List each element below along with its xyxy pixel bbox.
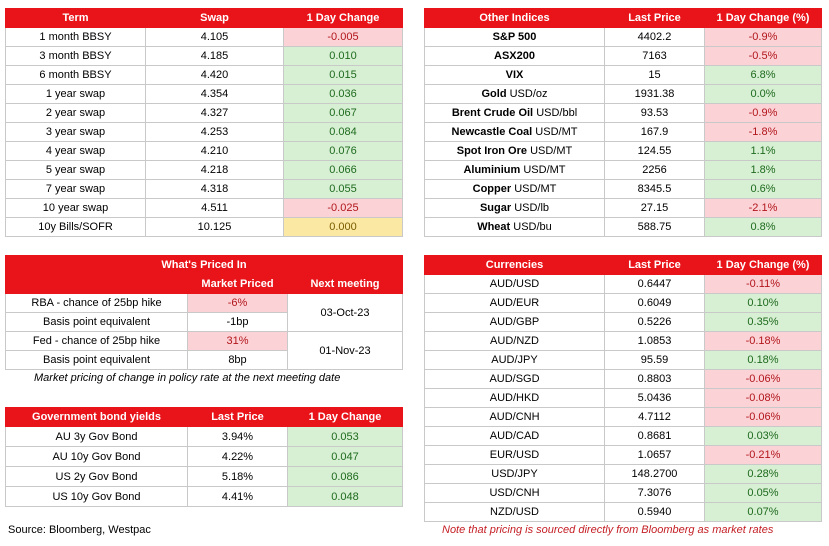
table-row bbox=[6, 467, 403, 487]
swap-cell: 4.105 bbox=[146, 28, 284, 47]
gov-bond-yields-body bbox=[6, 427, 403, 507]
index-name-cell bbox=[425, 66, 605, 85]
index-name: Aluminium bbox=[463, 164, 521, 176]
currency-change-cell: 0.35% bbox=[705, 313, 822, 332]
index-name-cell bbox=[425, 199, 605, 218]
index-name: Copper bbox=[472, 183, 512, 195]
table-row bbox=[6, 487, 403, 507]
change-cell: -0.005 bbox=[284, 28, 403, 47]
table-row bbox=[6, 218, 403, 237]
table-row bbox=[425, 142, 822, 161]
currency-price-cell: 0.5226 bbox=[605, 313, 705, 332]
change-cell: 0.055 bbox=[284, 180, 403, 199]
currencies-body bbox=[425, 275, 822, 522]
fed-bp-value: 8bp bbox=[188, 351, 288, 370]
index-unit: USD/lb bbox=[514, 202, 550, 214]
table-row bbox=[425, 446, 822, 465]
table-row bbox=[425, 503, 822, 522]
index-unit: USD/oz bbox=[509, 88, 548, 100]
fed-next-meeting: 01-Nov-23 bbox=[288, 332, 403, 370]
index-name-cell bbox=[425, 218, 605, 237]
index-name-cell bbox=[425, 142, 605, 161]
table-row bbox=[425, 313, 822, 332]
currency-change-cell: -0.18% bbox=[705, 332, 822, 351]
table-row bbox=[6, 332, 403, 351]
bond-change-cell: 0.053 bbox=[288, 427, 403, 447]
whats-priced-in-table bbox=[5, 255, 403, 370]
header-currencies: Currencies bbox=[425, 256, 605, 275]
header-gov-bond: Government bond yields bbox=[6, 408, 188, 427]
table-row bbox=[6, 66, 403, 85]
table-row bbox=[6, 427, 403, 447]
term-cell: 3 year swap bbox=[6, 123, 146, 142]
index-unit: USD/MT bbox=[535, 126, 578, 138]
table-row bbox=[6, 85, 403, 104]
rba-next-meeting: 03-Oct-23 bbox=[288, 294, 403, 332]
table-row bbox=[425, 199, 822, 218]
currency-price-cell: 1.0853 bbox=[605, 332, 705, 351]
priced-in-header-meeting: Next meeting bbox=[288, 275, 403, 294]
currency-pair-cell: EUR/USD bbox=[425, 446, 605, 465]
index-name-cell bbox=[425, 104, 605, 123]
change-cell: 0.010 bbox=[284, 47, 403, 66]
table-row bbox=[425, 123, 822, 142]
currency-price-cell: 7.3076 bbox=[605, 484, 705, 503]
rba-bp-label: Basis point equivalent bbox=[6, 313, 188, 332]
currency-change-cell: 0.05% bbox=[705, 484, 822, 503]
index-price-cell: 1931.38 bbox=[605, 85, 705, 104]
index-price-cell: 124.55 bbox=[605, 142, 705, 161]
index-name: Gold bbox=[481, 88, 507, 100]
index-change-cell: -0.9% bbox=[705, 28, 822, 47]
swap-rates-body bbox=[6, 28, 403, 237]
currency-price-cell: 0.6447 bbox=[605, 275, 705, 294]
term-cell: 5 year swap bbox=[6, 161, 146, 180]
index-name: S&P 500 bbox=[492, 31, 537, 43]
table-row bbox=[425, 66, 822, 85]
index-change-cell: -2.1% bbox=[705, 199, 822, 218]
table-row bbox=[425, 465, 822, 484]
priced-in-title: What's Priced In bbox=[6, 256, 403, 275]
change-cell: 0.066 bbox=[284, 161, 403, 180]
table-row bbox=[425, 427, 822, 446]
index-name: Brent Crude Oil bbox=[451, 107, 534, 119]
index-price-cell: 4402.2 bbox=[605, 28, 705, 47]
table-row bbox=[425, 370, 822, 389]
header-fx-last-price: Last Price bbox=[605, 256, 705, 275]
priced-in-note: Market pricing of change in policy rate at the next meeting date bbox=[34, 372, 341, 384]
currency-pair-cell: USD/CNH bbox=[425, 484, 605, 503]
source-note: Source: Bloomberg, Westpac bbox=[8, 524, 151, 536]
bond-price-cell: 5.18% bbox=[188, 467, 288, 487]
gov-bond-yields-table bbox=[5, 407, 403, 507]
index-unit: USD/MT bbox=[514, 183, 557, 195]
currency-change-cell: -0.08% bbox=[705, 389, 822, 408]
currency-change-cell: 0.07% bbox=[705, 503, 822, 522]
bond-price-cell: 4.22% bbox=[188, 447, 288, 467]
currency-pair-cell: AUD/GBP bbox=[425, 313, 605, 332]
swap-cell: 4.210 bbox=[146, 142, 284, 161]
currency-pair-cell: AUD/EUR bbox=[425, 294, 605, 313]
currency-pair-cell: AUD/HKD bbox=[425, 389, 605, 408]
table-row bbox=[425, 484, 822, 503]
swap-cell: 4.327 bbox=[146, 104, 284, 123]
currency-change-cell: 0.10% bbox=[705, 294, 822, 313]
currency-price-cell: 5.0436 bbox=[605, 389, 705, 408]
index-unit: USD/bbl bbox=[536, 107, 578, 119]
table-row bbox=[6, 294, 403, 313]
swap-cell: 4.253 bbox=[146, 123, 284, 142]
index-name: Sugar bbox=[479, 202, 512, 214]
index-price-cell: 167.9 bbox=[605, 123, 705, 142]
index-name-cell bbox=[425, 28, 605, 47]
priced-in-header-blank bbox=[6, 275, 188, 294]
rba-bp-value: -1bp bbox=[188, 313, 288, 332]
rba-label: RBA - chance of 25bp hike bbox=[6, 294, 188, 313]
index-name: VIX bbox=[505, 69, 524, 81]
term-cell: 10y Bills/SOFR bbox=[6, 218, 146, 237]
index-change-cell: 0.0% bbox=[705, 85, 822, 104]
index-unit: USD/bu bbox=[513, 221, 552, 233]
table-row bbox=[425, 28, 822, 47]
table-row bbox=[6, 199, 403, 218]
fed-label: Fed - chance of 25bp hike bbox=[6, 332, 188, 351]
bond-price-cell: 4.41% bbox=[188, 487, 288, 507]
currency-pair-cell: AUD/SGD bbox=[425, 370, 605, 389]
currency-price-cell: 148.2700 bbox=[605, 465, 705, 484]
index-price-cell: 588.75 bbox=[605, 218, 705, 237]
header-term: Term bbox=[6, 9, 146, 28]
index-name: ASX200 bbox=[494, 50, 535, 62]
currency-change-cell: -0.11% bbox=[705, 275, 822, 294]
header-bond-change: 1 Day Change bbox=[288, 408, 403, 427]
index-name: Newcastle Coal bbox=[451, 126, 533, 138]
term-cell: 4 year swap bbox=[6, 142, 146, 161]
table-row bbox=[6, 104, 403, 123]
index-price-cell: 15 bbox=[605, 66, 705, 85]
table-row bbox=[425, 275, 822, 294]
change-cell: 0.036 bbox=[284, 85, 403, 104]
swap-cell: 4.354 bbox=[146, 85, 284, 104]
term-cell: 3 month BBSY bbox=[6, 47, 146, 66]
header-fx-change: 1 Day Change (%) bbox=[705, 256, 822, 275]
index-change-cell: 1.1% bbox=[705, 142, 822, 161]
swap-cell: 4.420 bbox=[146, 66, 284, 85]
index-change-cell: -0.9% bbox=[705, 104, 822, 123]
index-change-cell: -0.5% bbox=[705, 47, 822, 66]
bond-name-cell: US 10y Gov Bond bbox=[6, 487, 188, 507]
term-cell: 1 month BBSY bbox=[6, 28, 146, 47]
index-name: Spot Iron Ore bbox=[456, 145, 528, 157]
currency-pair-cell: AUD/JPY bbox=[425, 351, 605, 370]
swap-cell: 10.125 bbox=[146, 218, 284, 237]
currencies-table bbox=[424, 255, 822, 522]
change-cell: 0.015 bbox=[284, 66, 403, 85]
priced-in-body bbox=[6, 294, 403, 370]
other-indices-table bbox=[424, 8, 822, 237]
header-bond-last-price: Last Price bbox=[188, 408, 288, 427]
header-other-indices: Other Indices bbox=[425, 9, 605, 28]
header-change: 1 Day Change bbox=[284, 9, 403, 28]
change-cell: -0.025 bbox=[284, 199, 403, 218]
change-cell: 0.084 bbox=[284, 123, 403, 142]
currency-price-cell: 95.59 bbox=[605, 351, 705, 370]
swap-cell: 4.318 bbox=[146, 180, 284, 199]
swap-cell: 4.511 bbox=[146, 199, 284, 218]
term-cell: 2 year swap bbox=[6, 104, 146, 123]
index-change-cell: -1.8% bbox=[705, 123, 822, 142]
index-name-cell bbox=[425, 123, 605, 142]
rba-market-priced: -6% bbox=[188, 294, 288, 313]
table-row bbox=[425, 351, 822, 370]
table-row bbox=[425, 104, 822, 123]
index-price-cell: 27.15 bbox=[605, 199, 705, 218]
swap-cell: 4.185 bbox=[146, 47, 284, 66]
currency-change-cell: -0.06% bbox=[705, 370, 822, 389]
bond-change-cell: 0.048 bbox=[288, 487, 403, 507]
currency-price-cell: 0.5940 bbox=[605, 503, 705, 522]
table-row bbox=[425, 408, 822, 427]
index-price-cell: 93.53 bbox=[605, 104, 705, 123]
header-last-price: Last Price bbox=[605, 9, 705, 28]
table-row bbox=[6, 28, 403, 47]
table-row bbox=[6, 123, 403, 142]
index-change-cell: 0.6% bbox=[705, 180, 822, 199]
table-row bbox=[6, 161, 403, 180]
currency-pair-cell: USD/JPY bbox=[425, 465, 605, 484]
change-cell: 0.067 bbox=[284, 104, 403, 123]
index-change-cell: 6.8% bbox=[705, 66, 822, 85]
pricing-source-note: Note that pricing is sourced directly from Bloomberg as market rates bbox=[442, 524, 774, 536]
table-row bbox=[425, 218, 822, 237]
index-price-cell: 2256 bbox=[605, 161, 705, 180]
index-name-cell bbox=[425, 47, 605, 66]
currency-change-cell: 0.03% bbox=[705, 427, 822, 446]
currency-change-cell: -0.21% bbox=[705, 446, 822, 465]
currency-pair-cell: AUD/CNH bbox=[425, 408, 605, 427]
header-swap: Swap bbox=[146, 9, 284, 28]
bond-name-cell: US 2y Gov Bond bbox=[6, 467, 188, 487]
index-unit: USD/MT bbox=[523, 164, 566, 176]
table-row bbox=[425, 294, 822, 313]
currency-price-cell: 1.0657 bbox=[605, 446, 705, 465]
bond-change-cell: 0.047 bbox=[288, 447, 403, 467]
term-cell: 1 year swap bbox=[6, 85, 146, 104]
currency-price-cell: 0.8803 bbox=[605, 370, 705, 389]
index-name-cell bbox=[425, 161, 605, 180]
other-indices-body bbox=[425, 28, 822, 237]
currency-pair-cell: AUD/CAD bbox=[425, 427, 605, 446]
currency-pair-cell: AUD/USD bbox=[425, 275, 605, 294]
index-price-cell: 8345.5 bbox=[605, 180, 705, 199]
bond-price-cell: 3.94% bbox=[188, 427, 288, 447]
swap-rates-table bbox=[5, 8, 403, 237]
change-cell: 0.076 bbox=[284, 142, 403, 161]
fed-bp-label: Basis point equivalent bbox=[6, 351, 188, 370]
index-price-cell: 7163 bbox=[605, 47, 705, 66]
index-name: Wheat bbox=[477, 221, 511, 233]
index-unit: USD/MT bbox=[530, 145, 573, 157]
currency-price-cell: 0.6049 bbox=[605, 294, 705, 313]
bond-name-cell: AU 10y Gov Bond bbox=[6, 447, 188, 467]
currency-pair-cell: NZD/USD bbox=[425, 503, 605, 522]
index-change-cell: 0.8% bbox=[705, 218, 822, 237]
currency-price-cell: 4.7112 bbox=[605, 408, 705, 427]
currency-pair-cell: AUD/NZD bbox=[425, 332, 605, 351]
table-row bbox=[425, 180, 822, 199]
currency-change-cell: 0.18% bbox=[705, 351, 822, 370]
table-row bbox=[6, 447, 403, 467]
table-row bbox=[425, 161, 822, 180]
table-row bbox=[425, 47, 822, 66]
currency-price-cell: 0.8681 bbox=[605, 427, 705, 446]
header-change-pct: 1 Day Change (%) bbox=[705, 9, 822, 28]
table-row bbox=[425, 85, 822, 104]
table-row bbox=[6, 47, 403, 66]
table-row bbox=[6, 180, 403, 199]
bond-name-cell: AU 3y Gov Bond bbox=[6, 427, 188, 447]
currency-change-cell: -0.06% bbox=[705, 408, 822, 427]
priced-in-header-market: Market Priced bbox=[188, 275, 288, 294]
index-change-cell: 1.8% bbox=[705, 161, 822, 180]
fed-market-priced: 31% bbox=[188, 332, 288, 351]
term-cell: 7 year swap bbox=[6, 180, 146, 199]
table-row bbox=[425, 389, 822, 408]
currency-change-cell: 0.28% bbox=[705, 465, 822, 484]
term-cell: 6 month BBSY bbox=[6, 66, 146, 85]
bond-change-cell: 0.086 bbox=[288, 467, 403, 487]
change-cell: 0.000 bbox=[284, 218, 403, 237]
term-cell: 10 year swap bbox=[6, 199, 146, 218]
index-name-cell bbox=[425, 85, 605, 104]
swap-cell: 4.218 bbox=[146, 161, 284, 180]
index-name-cell bbox=[425, 180, 605, 199]
table-row bbox=[425, 332, 822, 351]
table-row bbox=[6, 142, 403, 161]
